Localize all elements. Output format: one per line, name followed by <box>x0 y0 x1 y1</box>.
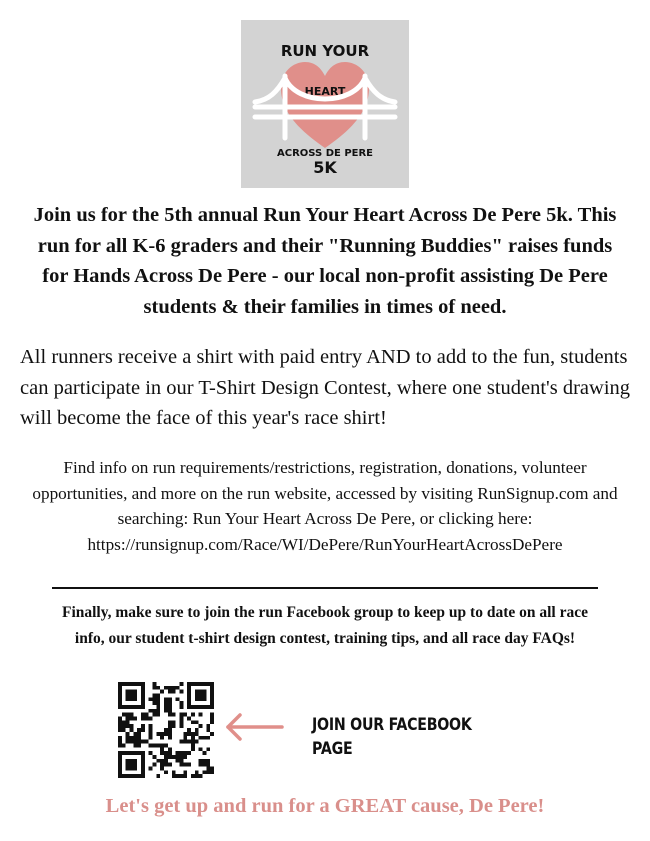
logo-line1: RUN YOUR <box>280 42 370 60</box>
logo-line3: 5K <box>313 158 337 177</box>
logo-heart-text: HEART <box>304 85 346 98</box>
arrow-left-icon <box>222 710 286 744</box>
logo-line2: ACROSS DE PERE <box>276 148 374 159</box>
race-website-link[interactable]: https://runsignup.com/Race/WI/DePere/RunYourHeartAcrossDePere <box>87 534 563 554</box>
website-info-paragraph <box>16 455 634 557</box>
intro-paragraph: Join us for the 5th annual Run Your Heart Across De Pere 5k. This run for all K-6 graders and their "Running Buddies" raises funds for Hands Across De Pere - our local non-profit assisting De Pere students & their families in times of need. <box>33 204 617 318</box>
website-info-text: Find info on run requirements/restrictions, registration, donations, volunteer opportunities, and more on the run website, accessed by visiting RunSignup.com and searching: Run Your Heart Across De Pere, or clicking here: <box>32 458 618 528</box>
call-to-action: Let's get up and run for a GREAT cause, De Pere! <box>105 795 545 817</box>
facebook-info-paragraph: Finally, make sure to join the run Facebook group to keep up to date on all race info, our student t-shirt design contest, training tips, and all race day FAQs! <box>61 604 588 647</box>
shirt-info-paragraph: All runners receive a shirt with paid entry AND to add to the fun, students can participate in our T-Shirt Design Contest, where one student's drawing will become the face of this year's race shirt! <box>20 346 631 429</box>
divider <box>52 587 598 589</box>
race-logo <box>241 20 409 188</box>
join-facebook-label[interactable]: JOIN OUR FACEBOOK PAGE <box>312 715 472 758</box>
qr-code-icon[interactable] <box>118 682 214 778</box>
